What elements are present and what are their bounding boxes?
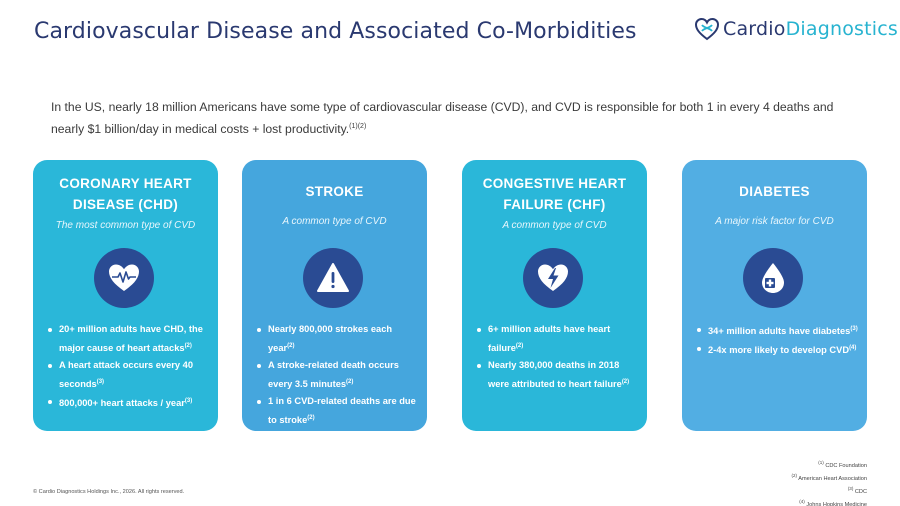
list-item: 34+ million adults have diabetes$^{(3)}$ [694,321,861,340]
card-subtitle: The most common type of CVD [55,220,196,231]
intro-paragraph: In the US, nearly 18 million Americans have some type of cardiovascular disease (CVD), and CVD is responsible for both 1 in every 4 deaths and nearly $1 billion/day in medical costs + lost productivity.$^{(1)(2)}$ [51,100,834,137]
heart-bolt-icon [523,248,583,308]
card-subtitle: A major risk factor for CVD [715,216,834,227]
list-item: Nearly 380,000 deaths in 2018 were attributed to heart failure$^{(2)}$ [474,357,641,393]
list-item: 2-4x more likely to develop CVD$^{(4)}$ [694,340,861,359]
logo-text: CardioDiagnostics [723,18,899,40]
card-diabetes [682,160,867,431]
list-item: 20+ million adults have CHD, the major cause of heart attacks$^{(2)}$ [45,321,212,357]
card-subtitle: A common type of CVD [502,220,607,231]
list-item: 800,000+ heart attacks / year$^{(3)}$ [45,393,212,412]
reference-item: $^{(4)}$ Johns Hopkins Medicine [799,498,867,506]
card-title: CORONARY HEART DISEASE (CHD) [59,176,192,212]
card-chf [462,160,647,431]
page-title: Cardiovascular Disease and Associated Co-Morbidities [34,19,637,44]
reference-item: $^{(2)}$ American Heart Association [791,472,867,482]
reference-item: $^{(3)}$ CDC [847,485,867,495]
heart-pulse-icon [94,248,154,308]
reference-item: $^{(1)}$ CDC Foundation [818,460,867,469]
warning-icon [303,248,363,308]
card-title: STROKE [305,184,364,199]
bullet-list [45,321,212,412]
list-item: 1 in 6 CVD-related deaths are due to stroke$^{(2)}$ [254,393,421,429]
copyright-text: © Cardio Diagnostics Holdings Inc., 2026. All rights reserved. [33,489,185,495]
card-stroke [242,160,427,431]
list-item: A stroke-related death occurs every 3.5 minutes$^{(2)}$ [254,357,421,393]
card-chd [33,160,218,431]
card-subtitle: A common type of CVD [282,216,387,227]
list-item: A heart attack occurs every 40 seconds$^{(3)}$ [45,357,212,393]
card-title: CONGESTIVE HEART FAILURE (CHF) [482,176,627,212]
drop-plus-icon [743,248,803,308]
logo-heart-icon [694,16,720,42]
brand-logo [694,16,898,42]
list-item: 6+ million adults have heart failure$^{(2)}$ [474,321,641,357]
card-title: DIABETES [739,184,810,199]
bullet-list [694,321,861,359]
references-list [792,458,867,506]
bullet-list [474,321,641,393]
bullet-list [254,321,421,429]
list-item: Nearly 800,000 strokes each year$^{(2)}$ [254,321,421,357]
